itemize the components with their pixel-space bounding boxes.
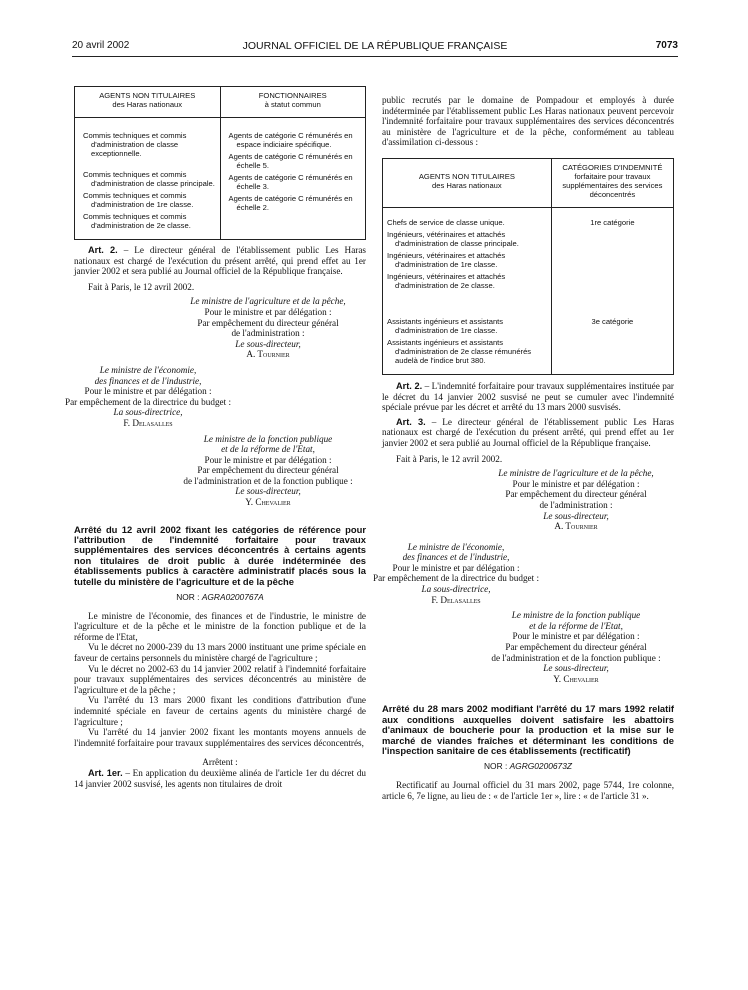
sig-line: Le ministre de l'agriculture et de la pêche, bbox=[190, 296, 346, 307]
arretent: Arrêtent : bbox=[202, 757, 238, 768]
sig-line: Le sous-directeur, bbox=[235, 338, 301, 349]
table1-row: Commis techniques et commis d'administration de 2e classe. bbox=[83, 212, 191, 230]
table1-col1-header bbox=[75, 87, 221, 118]
nor-reference bbox=[382, 761, 674, 772]
article-1-text: – En application du deuxième alinéa de l'article 1er du décret du 14 janvier 2002 susvisé, les agents non titulaires de droit bbox=[74, 768, 367, 789]
sig-line: de l'administration et de la fonction publique : bbox=[491, 652, 661, 663]
sig-line: Par empêchement de la directrice du budget : bbox=[64, 396, 232, 407]
sig-line: Le ministre de la fonction publique bbox=[511, 610, 641, 621]
sig-line: de l'administration : bbox=[539, 499, 613, 510]
signatory-name: A. Tournier bbox=[554, 521, 598, 532]
table2-col2-header bbox=[551, 158, 673, 207]
table2-group2-agents bbox=[383, 305, 552, 375]
sig-line: Le sous-directeur, bbox=[543, 510, 609, 521]
table1-col2-header bbox=[220, 87, 366, 118]
visa-paragraph: Vu le décret no 2002-63 du 14 janvier 2002 relatif à l'indemnité forfaitaire pour travaux supplémentaires des services déconcentrés au ministère de l'agriculture et de la pêche ; bbox=[74, 663, 366, 695]
sig-line: Le ministre de l'économie, bbox=[407, 541, 505, 552]
signatory-name: A. Tournier bbox=[246, 349, 290, 360]
table2-row: Ingénieurs, vétérinaires et attachés d'administration de classe principale. bbox=[387, 229, 519, 248]
table2-row: Ingénieurs, vétérinaires et attachés d'administration de 1re classe. bbox=[387, 250, 506, 269]
table2-row: Ingénieurs, vétérinaires et attachés d'administration de 2e classe. bbox=[387, 271, 506, 290]
visa-paragraph: Vu le décret no 2000-239 du 13 mars 2000 instituant une prime spéciale en faveur de certains personnels du ministère chargé de l'agriculture ; bbox=[74, 642, 366, 664]
visa-paragraph: Vu l'arrêté du 14 janvier 2002 fixant les montants moyens annuels de l'indemnité forfaitaire pour travaux supplémentaires des services déconcentrés, bbox=[74, 727, 366, 748]
table2-row: Assistants ingénieurs et assistants d'administration de 1re classe. bbox=[387, 316, 504, 335]
table1-col2-cell bbox=[220, 118, 366, 240]
sig-line: Pour le ministre et par délégation : bbox=[204, 454, 332, 465]
header-date: 20 avril 2002 bbox=[72, 40, 130, 51]
page-number: 7073 bbox=[655, 40, 678, 51]
table2-row: Assistants ingénieurs et assistants d'administration de 2e classe rémunérés audelà de l'indice brut 380. bbox=[387, 337, 532, 365]
table1-row: Commis techniques et commis d'administration de 1re classe. bbox=[83, 191, 194, 209]
sig-line: Le sous-directeur, bbox=[235, 486, 301, 497]
arrete2-title: Arrêté du 28 mars 2002 modifiant l'arrêté du 17 mars 1992 relatif aux conditions auxquelles doivent satisfaire les abattoirs d'animaux de boucherie pour la production et la mise sur le marché de viandes fraîches et déterminant les conditions de l'inspection sanitaire de ces établissements (rectificatif) bbox=[382, 703, 674, 757]
continuation-paragraph: public recrutés par le domaine de Pompadour et employés à durée indéterminée par l'établissement public Les Haras nationaux peuvent percevoir l'indemnité forfaitaire pour travaux supplémentaires des services déconcentrés au ministère de l'agriculture et de la pêche, conformément au tableau d'assimilation ci-dessous : bbox=[382, 95, 674, 148]
signature-fonction-publique bbox=[170, 434, 366, 508]
sig-line: des finances et de l'industrie, bbox=[94, 375, 202, 386]
article-2-text: – Le directeur général de l'établissement public Les Haras nationaux est chargé de l'exécution du présent arrêté, qui prend effet au 1er janvier 2002 et sera publié au Journal officiel de la République française. bbox=[74, 245, 366, 277]
sig-line: Par empêchement de la directrice du budget : bbox=[372, 573, 540, 584]
article-1-label: Art. 1er. bbox=[88, 768, 123, 778]
sig-line: Le sous-directeur, bbox=[543, 663, 609, 674]
right-column bbox=[372, 95, 674, 801]
article-2-label: Art. 2. bbox=[88, 245, 118, 255]
visa-paragraph: Vu l'arrêté du 13 mars 2000 fixant les conditions d'attribution d'une indemnité spéciale en faveur de certains agents du ministère chargé de l'agriculture ; bbox=[74, 695, 366, 727]
article-3 bbox=[382, 417, 674, 449]
table1-col2-title: FONCTIONNAIRES bbox=[258, 91, 327, 100]
table2-col2-subtitle: forfaitaire pour travaux supplémentaires des services déconcentrés bbox=[562, 171, 663, 199]
article-2-text: – L'indemnité forfaitaire pour travaux supplémentaires instituée par le décret du 14 janvier 2002 susvisé ne peut se cumuler avec l'indemnité spéciale prévue par les décret et arrêté du 13 mars 2000 susvisés. bbox=[382, 380, 674, 413]
sig-line: La sous-directrice, bbox=[113, 407, 183, 418]
table2-col2-title: CATÉGORIES D'INDEMNITÉ bbox=[562, 162, 663, 172]
sig-line: et de la réforme de l'Etat, bbox=[529, 620, 623, 631]
sig-line: de l'administration : bbox=[231, 328, 305, 339]
signature-economie bbox=[50, 365, 246, 429]
done-at: Fait à Paris, le 12 avril 2002. bbox=[88, 281, 195, 292]
sig-line: Pour le ministre et par délégation : bbox=[512, 478, 640, 489]
table1-row: Agents de catégorie C rémunérés en échelle 5. bbox=[228, 152, 353, 170]
page-header bbox=[72, 40, 678, 56]
table2-col1-subtitle: des Haras nationaux bbox=[432, 180, 502, 190]
signature-fonction-publique bbox=[478, 610, 674, 684]
sig-line: Pour le ministre et par délégation : bbox=[392, 562, 520, 573]
assimilation-table-1 bbox=[74, 86, 366, 240]
signatory-name: Y. Chevalier bbox=[245, 497, 291, 508]
article-2-label: Art. 2. bbox=[396, 380, 423, 391]
table1-row: Commis techniques et commis d'administration de classe principale. bbox=[83, 170, 215, 188]
signature-agriculture bbox=[170, 296, 366, 360]
preamble-paragraph: Le ministre de l'économie, des finances et de l'industrie, le ministre de l'agriculture et de la pêche et le ministre de la fonction publique et de la réforme de l'Etat, bbox=[74, 610, 366, 642]
sig-line: Pour le ministre et par délégation : bbox=[512, 631, 640, 642]
table2-group1-category: 1re catégorie bbox=[551, 207, 673, 305]
sig-line: Pour le ministre et par délégation : bbox=[84, 386, 212, 397]
table1-row: Agents de catégorie C rémunérés en échelle 3. bbox=[228, 173, 353, 191]
table2-col1-title: AGENTS NON TITULAIRES bbox=[418, 171, 515, 181]
table1-row: Commis techniques et commis d'administration de classe exceptionnelle. bbox=[83, 131, 187, 158]
sig-line: Par empêchement du directeur général bbox=[197, 465, 339, 476]
table2-group2-category: 3e catégorie bbox=[551, 305, 673, 375]
nor-code: AGRG0200673Z bbox=[509, 761, 572, 772]
article-2 bbox=[74, 245, 366, 277]
table2-col1-header bbox=[383, 158, 552, 207]
sig-line: Le ministre de l'agriculture et de la pêche, bbox=[498, 468, 654, 479]
sig-line: Par empêchement du directeur général bbox=[197, 317, 339, 328]
signature-economie bbox=[358, 542, 554, 606]
signatory-name: F. Delasalles bbox=[431, 594, 481, 605]
signatory-name: F. Delasalles bbox=[123, 417, 173, 428]
sig-line: et de la réforme de l'Etat, bbox=[221, 444, 315, 455]
sig-line: de l'administration et de la fonction publique : bbox=[183, 475, 353, 486]
nor-label: NOR : bbox=[484, 761, 510, 772]
table2-row: Chefs de service de classe unique. bbox=[387, 217, 505, 227]
nor-reference bbox=[74, 592, 366, 603]
nor-code: AGRA0200767A bbox=[201, 592, 264, 603]
sig-line: des finances et de l'industrie, bbox=[402, 552, 510, 563]
article-3-label: Art. 3. bbox=[396, 416, 426, 427]
table2-group1-agents bbox=[383, 207, 552, 305]
journal-title: JOURNAL OFFICIEL DE LA RÉPUBLIQUE FRANÇAISE bbox=[242, 40, 508, 52]
left-column bbox=[64, 86, 367, 789]
arrete-title: Arrêté du 12 avril 2002 fixant les catégories de référence pour l'attribution de l'indemnité forfaitaire pour travaux supplémentaires des services déconcentrés à certains agents non titulaires de droit public à durée indéterminée des établissements publics à caractère administratif placés sous la tutelle du ministère de l'agriculture et de la pêche bbox=[74, 523, 366, 587]
sig-line: Le ministre de la fonction publique bbox=[203, 433, 333, 444]
header-rule bbox=[72, 56, 678, 57]
sig-line: La sous-directrice, bbox=[421, 584, 491, 595]
table1-row: Agents de catégorie C rémunérés en échelle 2. bbox=[228, 194, 353, 212]
sig-line: Le ministre de l'économie, bbox=[99, 364, 197, 375]
rectificatif: Rectificatif au Journal officiel du 31 mars 2002, page 5744, 1re colonne, article 6, 7e ligne, au lieu de : « de l'article 1er », lire : « de l'article 31 ». bbox=[382, 780, 674, 801]
article-1 bbox=[74, 768, 366, 789]
sig-line: Par empêchement du directeur général bbox=[505, 642, 647, 653]
sig-line: Par empêchement du directeur général bbox=[505, 489, 647, 500]
article-3-text: – Le directeur général de l'établissement public Les Haras nationaux est chargé de l'exécution du présent arrêté, qui prend effet au 1er janvier 2002 et sera publié au Journal officiel de la République française. bbox=[382, 416, 674, 448]
signature-agriculture bbox=[478, 468, 674, 532]
done-at: Fait à Paris, le 12 avril 2002. bbox=[396, 453, 503, 464]
table1-row: Agents de catégorie C rémunérés en espace indiciaire spécifique. bbox=[228, 131, 353, 149]
table1-col1-subtitle: des Haras nationaux bbox=[112, 100, 183, 109]
article-2 bbox=[382, 381, 674, 413]
assimilation-table-2 bbox=[382, 158, 674, 375]
signatory-name: Y. Chevalier bbox=[553, 673, 599, 684]
table1-col2-subtitle: à statut commun bbox=[264, 100, 321, 109]
table1-col1-cell bbox=[75, 118, 221, 240]
nor-label: NOR : bbox=[176, 592, 202, 603]
table1-col1-title: AGENTS NON TITULAIRES bbox=[99, 91, 196, 100]
sig-line: Pour le ministre et par délégation : bbox=[204, 306, 332, 317]
